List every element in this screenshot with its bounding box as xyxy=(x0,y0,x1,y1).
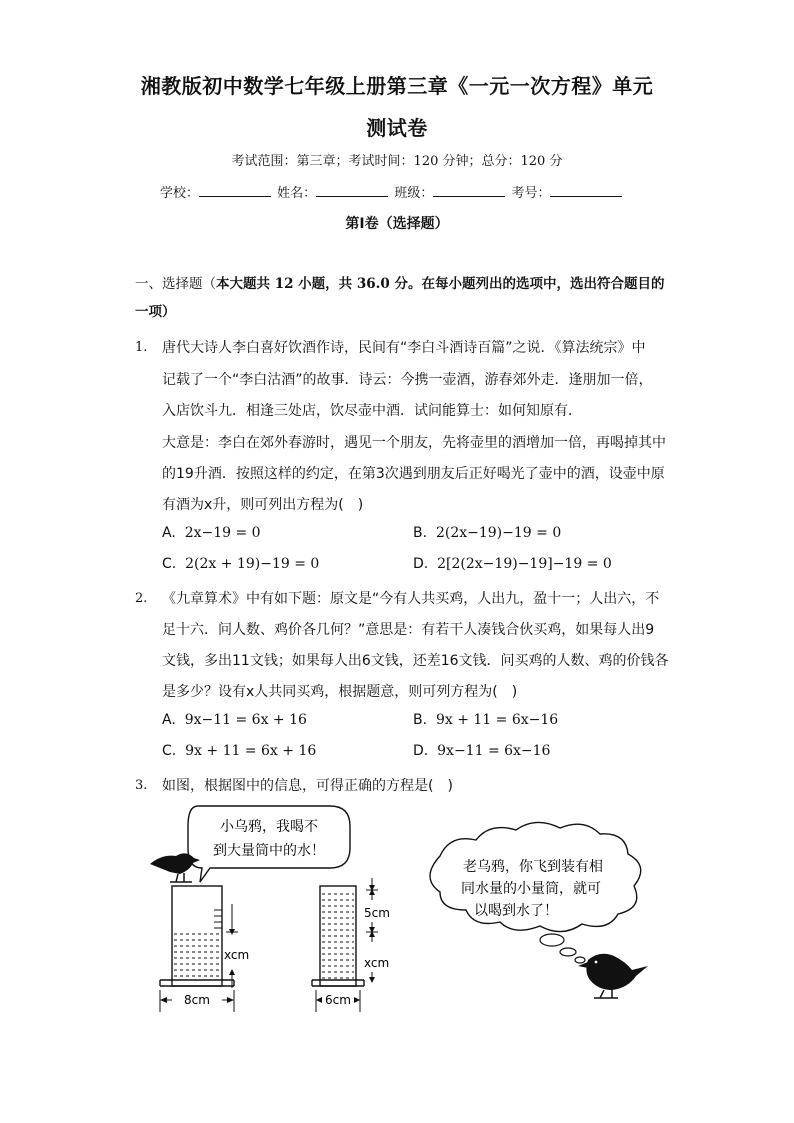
q2-line: 足十六．问人数、鸡价各几何？”意思是：有若干人凑钱合伙买鸡，如果每人出9 xyxy=(162,622,655,638)
section-instructions: 本大题共 12 小题，共 36.0 分。在每小题列出的选项中，选出符合题目的 xyxy=(216,276,665,292)
option-text: 2(2x−19)−19 = 0 xyxy=(435,525,562,541)
cloud-line2: 同水量的小量筒，就可 xyxy=(461,881,601,897)
option-text: 2x−19 = 0 xyxy=(184,525,261,541)
option-label: A. xyxy=(162,712,176,728)
section-line2: 一项） xyxy=(135,304,176,320)
label-8cm: 8cm xyxy=(184,993,210,1007)
bubble-left-line2: 到大量筒中的水！ xyxy=(213,843,325,859)
small-crow-icon xyxy=(150,853,200,882)
option-text: 9x + 11 = 6x−16 xyxy=(435,712,559,728)
q1-line: 唐代大诗人李白喜好饮酒作诗，民间有“李白斗酒诗百篇”之说．《算法统宗》中 xyxy=(162,340,646,356)
small-cylinder xyxy=(312,878,390,1012)
q3-figure xyxy=(0,800,794,1030)
label-5cm: 5cm xyxy=(364,906,390,920)
q2-option-d[interactable] xyxy=(413,743,550,759)
class-blank[interactable] xyxy=(433,184,505,197)
q2-option-b[interactable] xyxy=(413,712,558,728)
thought-cloud-right xyxy=(430,822,641,963)
speech-bubble-left xyxy=(188,806,350,882)
option-text: 2(2x + 19)−19 = 0 xyxy=(185,556,320,572)
option-label: B. xyxy=(413,525,428,541)
q2-number: 2. xyxy=(135,591,148,606)
q2-line: 是多少？设有x人共同买鸡，根据题意，则可列方程为( ) xyxy=(162,684,518,700)
option-label: B. xyxy=(413,712,428,728)
name-blank[interactable] xyxy=(316,184,388,197)
large-cylinder xyxy=(160,886,249,1012)
label-6cm: 6cm xyxy=(325,993,351,1007)
school-blank[interactable] xyxy=(199,184,271,197)
q3-number: 3. xyxy=(135,778,148,793)
old-crow-icon xyxy=(578,954,648,998)
doc-title-line1: 湘教版初中数学七年级上册第三章《一元一次方程》单元 xyxy=(140,74,654,98)
option-label: C. xyxy=(162,556,177,572)
q1-option-a[interactable] xyxy=(162,525,261,541)
q2-line: 文钱，多出11文钱；如果每人出6文钱，还差16文钱．问买鸡的人数、鸡的价钱各 xyxy=(162,653,669,669)
exam-id-blank[interactable] xyxy=(550,184,622,197)
q3-text: 如图，根据图中的信息，可得正确的方程是( ) xyxy=(162,778,453,794)
name-label: 姓名： xyxy=(277,186,317,201)
q1-line: 的19升酒．按照这样的约定，在第3次遇到朋友后正好喝光了壶中的酒，设壶中原 xyxy=(162,466,665,482)
student-info-fields xyxy=(160,182,624,201)
q1-option-b[interactable] xyxy=(413,525,561,541)
bubble-left-line1: 小乌鸦，我喝不 xyxy=(220,819,318,835)
cloud-line3: 以喝到水了！ xyxy=(474,903,558,919)
q2-option-c[interactable] xyxy=(162,743,316,759)
q1-line: 入店饮斗九．相逢三处店，饮尽壶中酒．试问能算士：如何知原有． xyxy=(162,403,582,419)
q2-line: 《九章算术》中有如下题：原文是“今有人共买鸡，人出九，盈十一；人出六，不 xyxy=(162,591,660,607)
q1-option-c[interactable] xyxy=(162,556,319,572)
school-label: 学校： xyxy=(160,186,200,201)
option-label: A. xyxy=(162,525,176,541)
volume-heading: 第Ⅰ卷（选择题） xyxy=(345,216,449,232)
doc-title-line2: 测试卷 xyxy=(366,116,428,140)
option-label: C. xyxy=(162,743,177,759)
label-x-cm-left: xcm xyxy=(224,948,250,962)
q1-option-d[interactable] xyxy=(413,556,612,572)
option-label: D. xyxy=(413,743,429,759)
option-text: 9x−11 = 6x−16 xyxy=(437,743,551,759)
exam-meta: 考试范围：第三章；考试时间：120 分钟；总分：120 分 xyxy=(231,154,563,169)
class-label: 班级： xyxy=(394,186,434,201)
cloud-line1: 老乌鸦，你飞到装有相 xyxy=(463,859,603,875)
q2-option-a[interactable] xyxy=(162,712,307,728)
option-text: 9x−11 = 6x + 16 xyxy=(184,712,307,728)
section-heading xyxy=(135,270,675,326)
option-label: D. xyxy=(413,556,429,572)
label-x-cm-right: xcm xyxy=(364,956,390,970)
q1-line: 大意是：李白在郊外春游时，遇见一个朋友，先将壶里的酒增加一倍，再喝掉其中 xyxy=(162,435,666,451)
exam-id-label: 考号： xyxy=(511,186,551,201)
q1-line: 有酒为x升，则可列出方程为( ) xyxy=(162,497,364,513)
q1-number: 1. xyxy=(135,340,148,355)
q1-line: 记载了一个“李白沽酒”的故事．诗云：今携一壶酒，游春郊外走．逢朋加一倍， xyxy=(162,372,653,388)
option-text: 2[2(2x−19)−19]−19 = 0 xyxy=(437,556,612,572)
section-prefix: 一、选择题（ xyxy=(135,276,216,292)
option-text: 9x + 11 = 6x + 16 xyxy=(185,743,317,759)
